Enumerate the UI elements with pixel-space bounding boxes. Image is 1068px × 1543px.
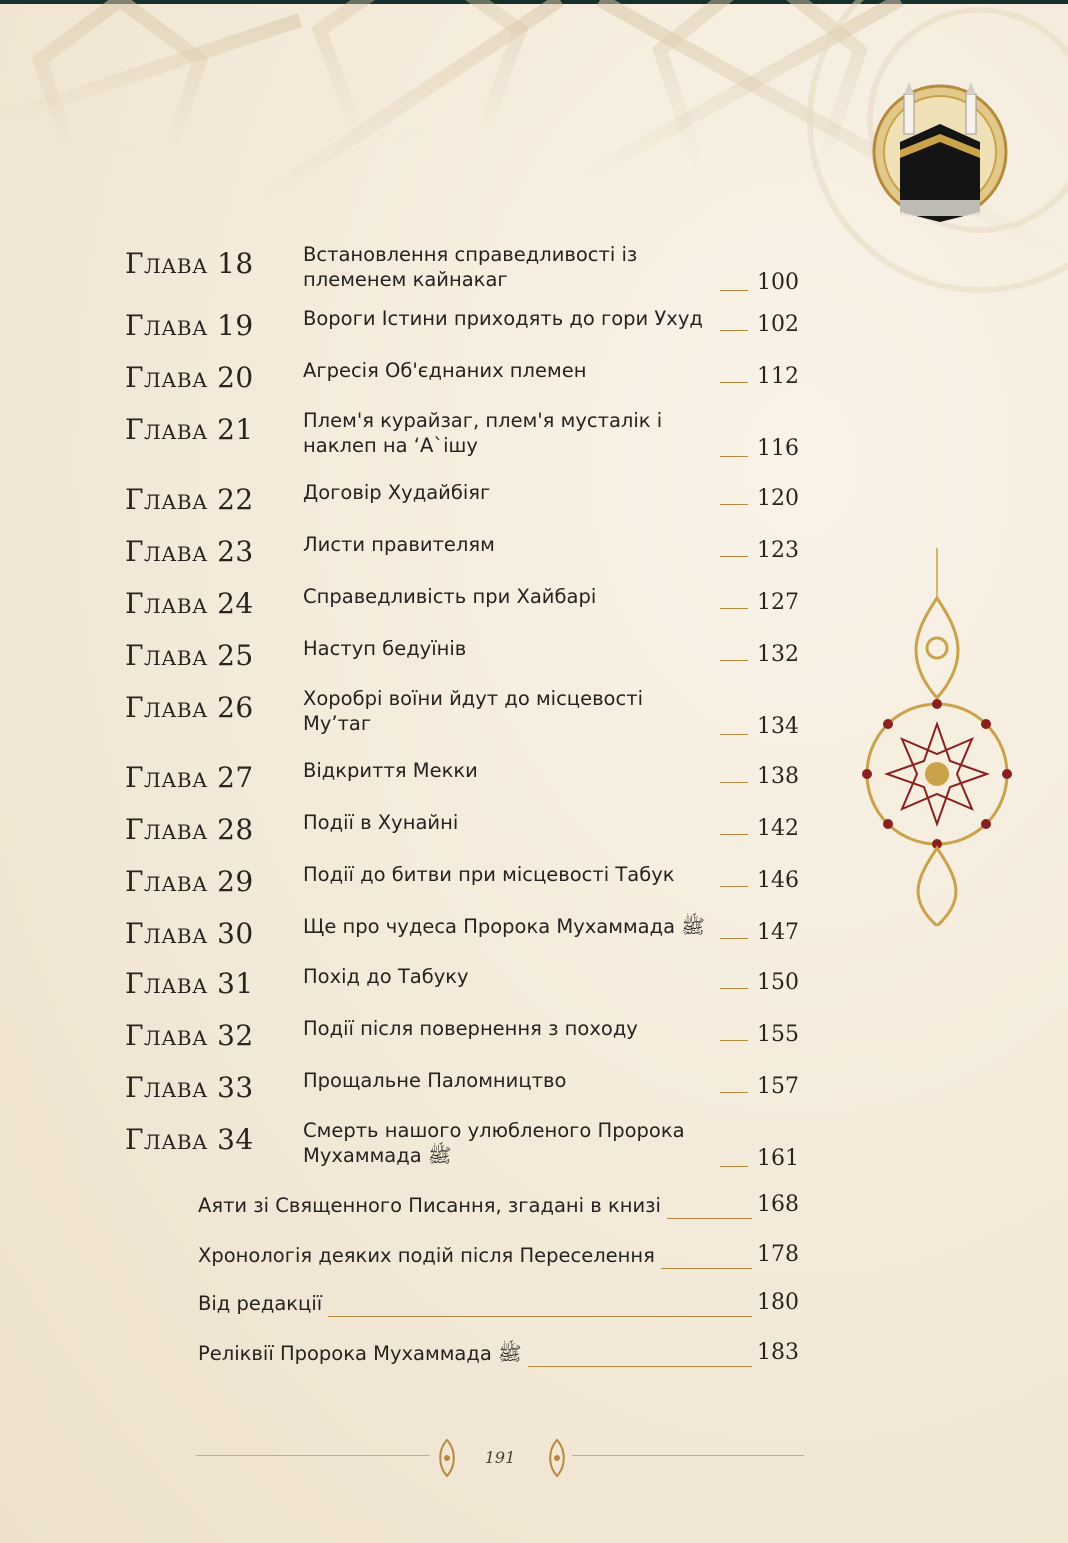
chapter-number: 25 <box>207 639 254 672</box>
chapter-number: 34 <box>207 1123 254 1156</box>
leader-line <box>720 556 748 557</box>
leader-line <box>720 988 748 989</box>
chapter-label <box>125 1019 254 1052</box>
chapter-label <box>125 1123 254 1156</box>
chapter-number: 28 <box>207 813 254 846</box>
chapter-title-line1: Встановлення справедливості із <box>303 243 638 266</box>
chapter-title-line1: Події до битви при місцевості Табук <box>303 863 675 886</box>
chapter-title <box>303 964 753 989</box>
chapter-number: 19 <box>207 309 254 342</box>
leader-line <box>720 504 748 505</box>
page-number-ref: 132 <box>757 642 799 667</box>
chapter-title <box>303 584 753 609</box>
chapter-title-line1: Події після повернення з походу <box>303 1017 638 1040</box>
page-number-ref: 123 <box>757 538 799 563</box>
chapter-word: Глава <box>125 691 208 724</box>
chapter-title-line2: Мухаммада ﷺ <box>303 1144 452 1167</box>
leader-line <box>720 608 748 609</box>
leader-line <box>720 782 748 783</box>
chapter-title <box>303 1016 753 1041</box>
footer-rule-right <box>572 1455 804 1456</box>
chapter-title <box>303 408 753 458</box>
chapter-label <box>125 247 254 280</box>
page-number-ref: 146 <box>757 868 799 893</box>
chapter-label <box>125 483 254 516</box>
chapter-title <box>303 532 753 557</box>
toc-row[interactable] <box>0 965 1068 1000</box>
leader-line <box>720 1092 748 1093</box>
appendix-row[interactable] <box>0 1342 1068 1372</box>
toc-row[interactable] <box>0 243 1068 298</box>
chapter-number: 27 <box>207 761 254 794</box>
chapter-label <box>125 865 254 898</box>
chapter-title-line1: Події в Хунайні <box>303 811 459 834</box>
toc-row[interactable] <box>0 307 1068 342</box>
chapter-number: 30 <box>207 917 254 950</box>
page-number-ref: 100 <box>757 270 799 295</box>
chapter-title-line1: Похід до Табуку <box>303 965 469 988</box>
leader-line <box>667 1218 752 1219</box>
toc-row[interactable] <box>0 915 1068 950</box>
chapter-word: Глава <box>125 1019 208 1052</box>
chapter-label <box>125 587 254 620</box>
chapter-word: Глава <box>125 587 208 620</box>
chapter-title-line1: Договір Худайбіяг <box>303 481 491 504</box>
chapter-number: 29 <box>207 865 254 898</box>
chapter-label <box>125 761 254 794</box>
chapter-number: 21 <box>207 413 254 446</box>
chapter-number: 23 <box>207 535 254 568</box>
page-number-ref: 102 <box>757 312 799 337</box>
toc-row[interactable] <box>0 1017 1068 1052</box>
chapter-word: Глава <box>125 361 208 394</box>
page-number-ref: 120 <box>757 486 799 511</box>
footer-rule-left <box>196 1455 430 1456</box>
chapter-title-line1: Смерть нашого улюбленого Пророка <box>303 1119 685 1142</box>
toc-row[interactable] <box>0 533 1068 568</box>
chapter-title-line1: Агресія Об'єднаних племен <box>303 359 587 382</box>
chapter-title <box>303 480 753 505</box>
chapter-word: Глава <box>125 813 208 846</box>
chapter-title-line1: Вороги Істини приходять до гори Ухуд <box>303 307 703 330</box>
chapter-number: 33 <box>207 1071 254 1104</box>
page-number-ref: 112 <box>757 364 799 389</box>
footer-flourish-icon <box>546 1438 568 1478</box>
appendix-row[interactable] <box>0 1244 1068 1274</box>
toc-row[interactable] <box>0 585 1068 620</box>
page-number-ref: 168 <box>757 1192 799 1217</box>
toc-row[interactable] <box>0 1119 1068 1174</box>
toc-row[interactable] <box>0 863 1068 898</box>
chapter-word: Глава <box>125 1123 208 1156</box>
chapter-word: Глава <box>125 309 208 342</box>
leader-line <box>328 1316 752 1317</box>
leader-line <box>661 1268 752 1269</box>
chapter-title-line1: Хоробрі воїни йдут до місцевості <box>303 687 643 710</box>
chapter-number: 20 <box>207 361 254 394</box>
appendix-title: Аяти зі Священного Писання, згадані в книзі <box>198 1194 661 1217</box>
toc-row[interactable] <box>0 811 1068 846</box>
chapter-title <box>303 862 753 887</box>
appendix-title: Реліквії Пророка Мухаммада ﷺ <box>198 1342 522 1365</box>
footer-flourish-icon <box>436 1438 458 1478</box>
chapter-word: Глава <box>125 639 208 672</box>
leader-line <box>720 834 748 835</box>
leader-line <box>720 290 748 291</box>
chapter-word: Глава <box>125 917 208 950</box>
chapter-title-line2: Му’таг <box>303 712 372 735</box>
leader-line <box>528 1366 752 1367</box>
leader-line <box>720 938 748 939</box>
page-number-ref: 178 <box>757 1242 799 1267</box>
chapter-title <box>303 1118 753 1168</box>
chapter-label <box>125 309 254 342</box>
chapter-label <box>125 535 254 568</box>
chapter-number: 22 <box>207 483 254 516</box>
chapter-word: Глава <box>125 535 208 568</box>
chapter-number: 18 <box>207 247 254 280</box>
page-number-ref: 142 <box>757 816 799 841</box>
leader-line <box>720 382 748 383</box>
chapter-number: 31 <box>207 967 254 1000</box>
leader-line <box>720 734 748 735</box>
page-number-ref: 138 <box>757 764 799 789</box>
chapter-title <box>303 636 753 661</box>
chapter-word: Глава <box>125 483 208 516</box>
chapter-label <box>125 361 254 394</box>
leader-line <box>720 456 748 457</box>
page-number-ref: 157 <box>757 1074 799 1099</box>
chapter-title-line1: Ще про чудеса Пророка Мухаммада ﷺ <box>303 915 705 938</box>
chapter-title <box>303 758 753 783</box>
chapter-number: 26 <box>207 691 254 724</box>
page-number-ref: 180 <box>757 1290 799 1315</box>
chapter-title-line1: Справедливість при Хайбарі <box>303 585 597 608</box>
appendix-title: Хронологія деяких подій після Переселення <box>198 1244 655 1267</box>
chapter-word: Глава <box>125 413 208 446</box>
page-number-ref: 116 <box>757 436 799 461</box>
toc-row[interactable] <box>0 409 1068 464</box>
chapter-title <box>303 810 753 835</box>
chapter-number: 24 <box>207 587 254 620</box>
chapter-title-line2: наклеп на ‘А`ішу <box>303 434 478 457</box>
chapter-title <box>303 242 753 292</box>
toc-row[interactable] <box>0 1069 1068 1104</box>
chapter-title <box>303 1068 753 1093</box>
toc-row[interactable] <box>0 359 1068 394</box>
chapter-title <box>303 914 753 939</box>
page-number-ref: 134 <box>757 714 799 739</box>
chapter-title-line2: племенем кайнакаг <box>303 268 508 291</box>
chapter-word: Глава <box>125 865 208 898</box>
chapter-title-line1: Відкриття Мекки <box>303 759 478 782</box>
chapter-label <box>125 1071 254 1104</box>
appendix-row[interactable] <box>0 1292 1068 1322</box>
chapter-word: Глава <box>125 247 208 280</box>
page-number-ref: 147 <box>757 920 799 945</box>
chapter-title-line1: Листи правителям <box>303 533 495 556</box>
page-number-ref: 150 <box>757 970 799 995</box>
chapter-word: Глава <box>125 1071 208 1104</box>
leader-line <box>720 886 748 887</box>
chapter-label <box>125 967 254 1000</box>
chapter-title-line1: Плем'я курайзаг, плем'я мусталік і <box>303 409 663 432</box>
chapter-label <box>125 413 254 446</box>
toc-row[interactable] <box>0 759 1068 794</box>
chapter-title <box>303 358 753 383</box>
chapter-word: Глава <box>125 761 208 794</box>
chapter-title-line1: Наступ бедуїнів <box>303 637 467 660</box>
appendix-title: Від редакції <box>198 1292 323 1315</box>
chapter-title-line1: Прощальне Паломництво <box>303 1069 567 1092</box>
appendix-row[interactable] <box>0 1194 1068 1224</box>
page-number-ref: 161 <box>757 1146 799 1171</box>
chapter-label <box>125 691 254 724</box>
chapter-label <box>125 813 254 846</box>
chapter-number: 32 <box>207 1019 254 1052</box>
chapter-label <box>125 917 254 950</box>
chapter-label <box>125 639 254 672</box>
leader-line <box>720 330 748 331</box>
leader-line <box>720 660 748 661</box>
leader-line <box>720 1040 748 1041</box>
page-number-ref: 183 <box>757 1340 799 1365</box>
toc-row[interactable] <box>0 687 1068 742</box>
page-number-ref: 155 <box>757 1022 799 1047</box>
toc-row[interactable] <box>0 481 1068 516</box>
page-number: 191 <box>484 1448 516 1467</box>
chapter-title <box>303 306 753 331</box>
chapter-word: Глава <box>125 967 208 1000</box>
page-number-ref: 127 <box>757 590 799 615</box>
leader-line <box>720 1166 748 1167</box>
chapter-title <box>303 686 753 736</box>
toc-row[interactable] <box>0 637 1068 672</box>
